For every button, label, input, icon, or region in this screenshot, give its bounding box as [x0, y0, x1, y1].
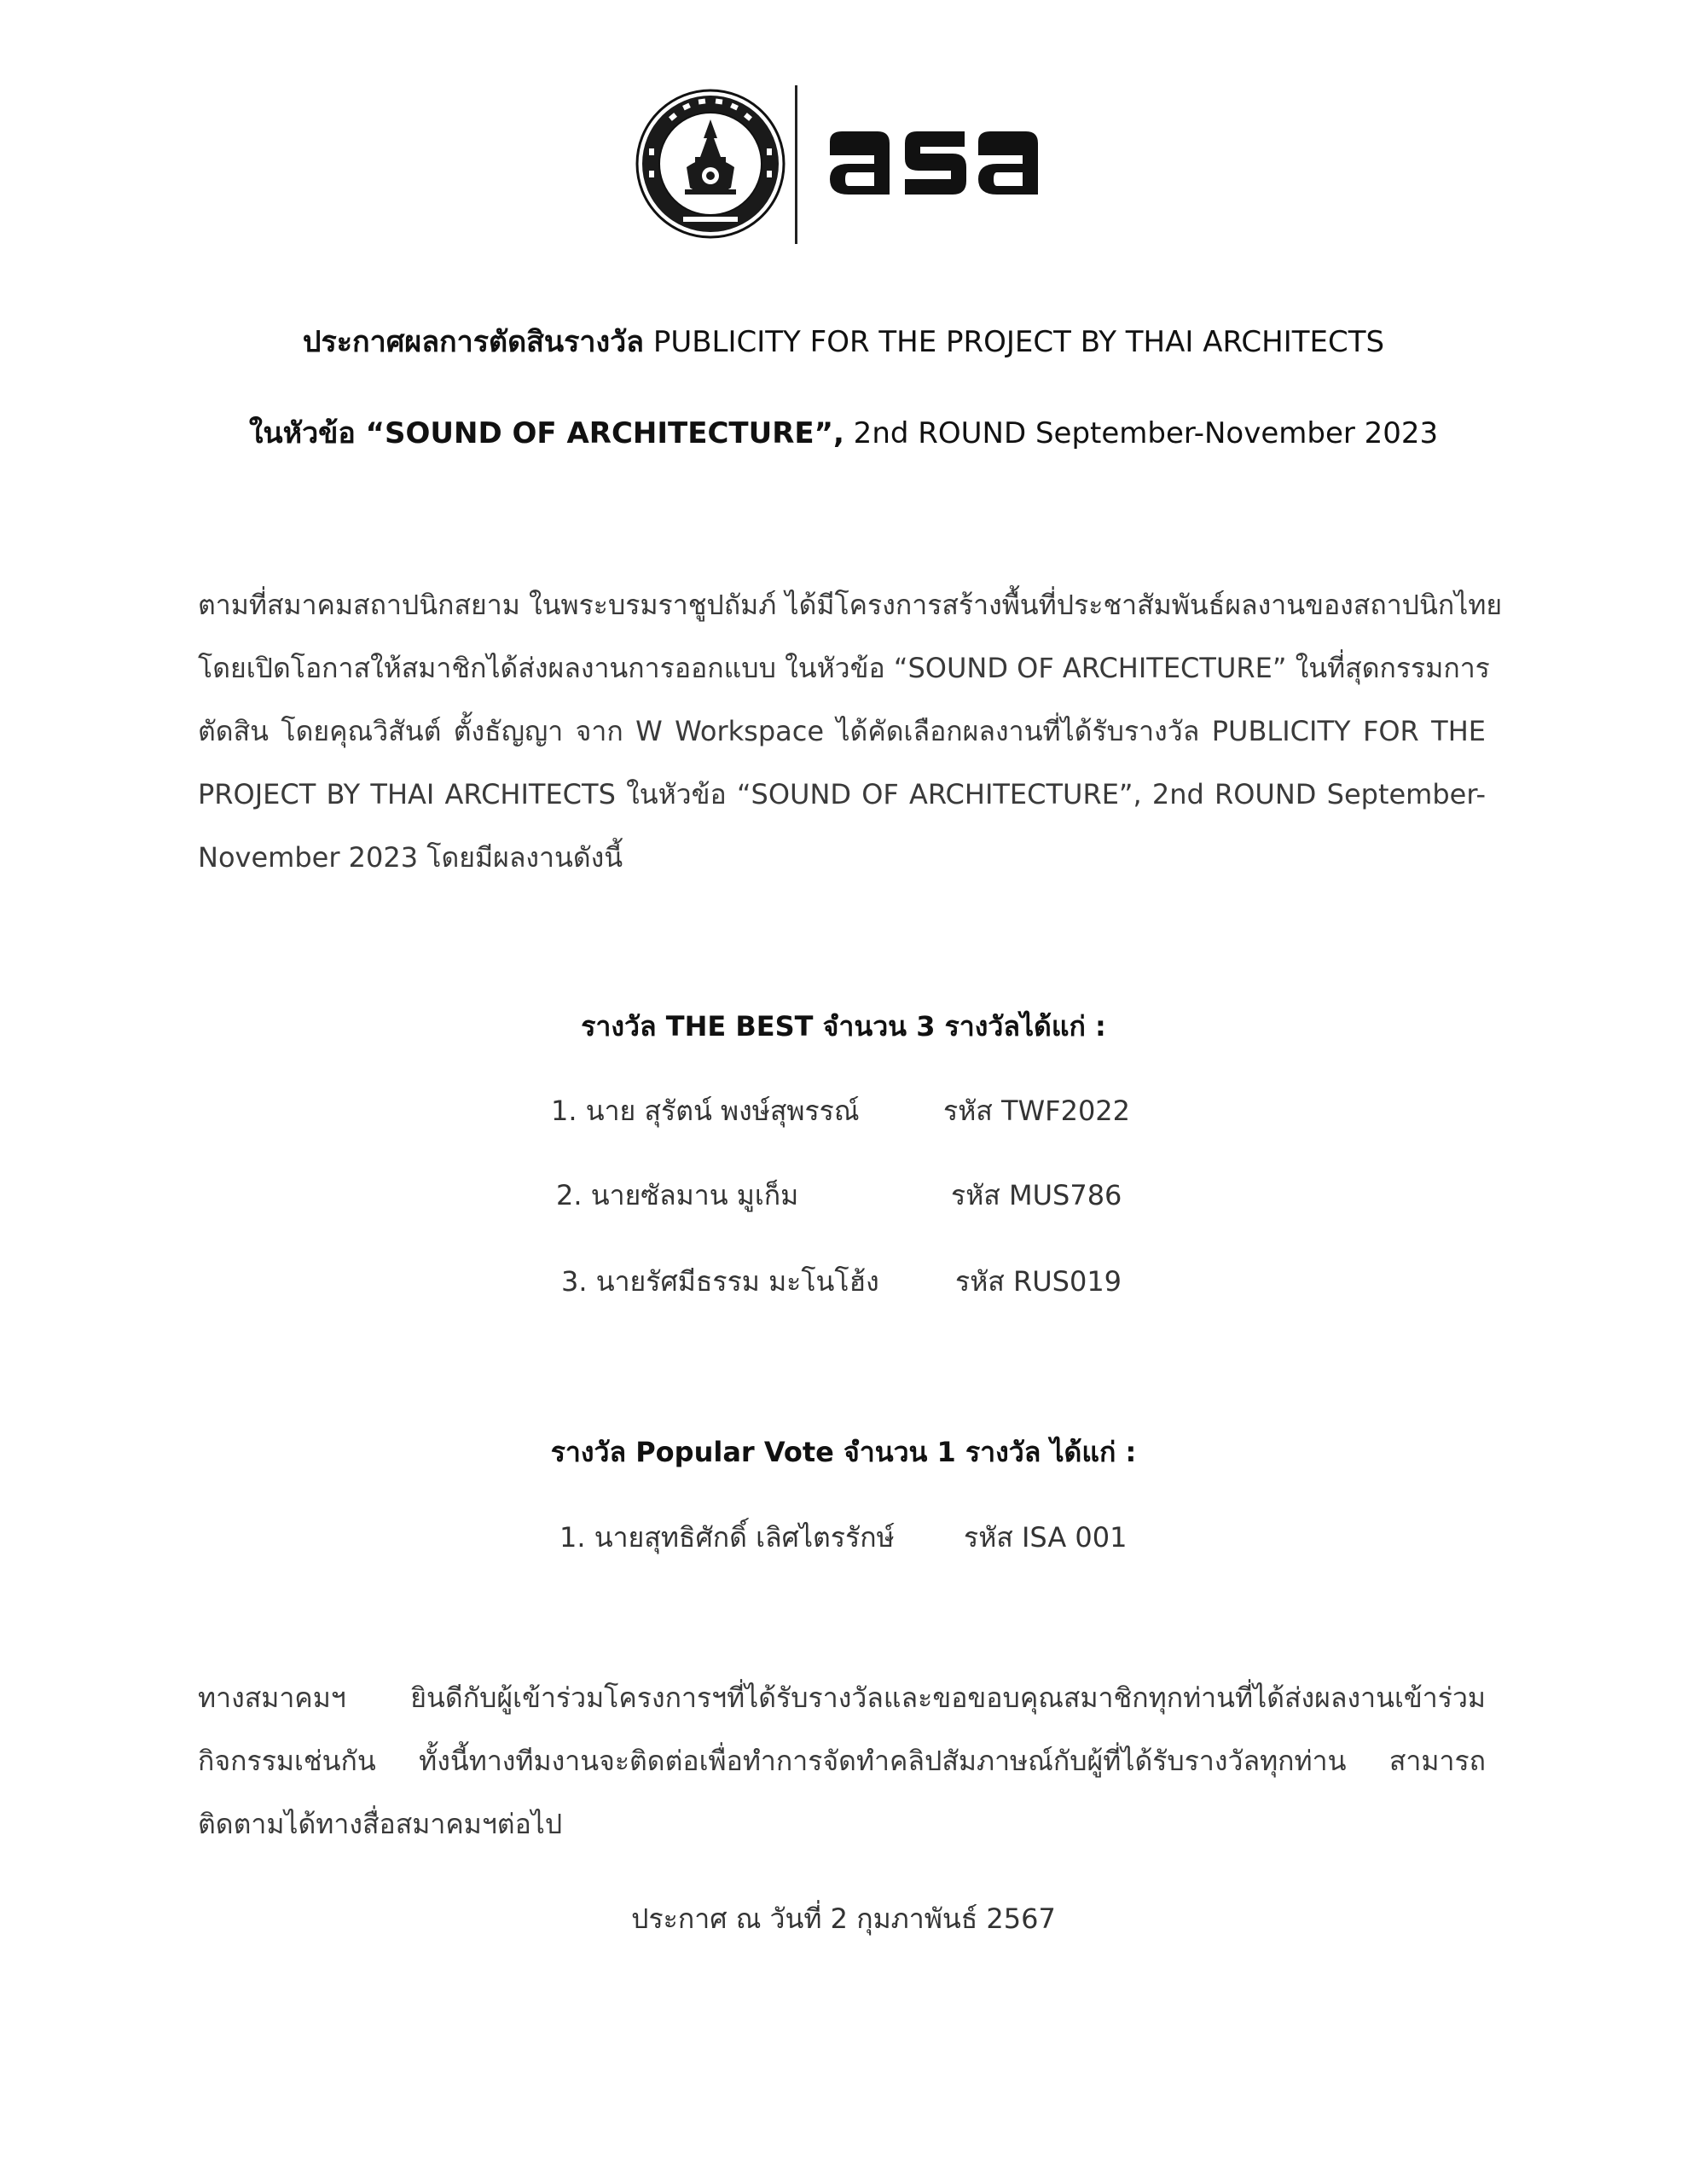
- intro-line: November 2023 โดยมีผลงานดังนี้: [198, 841, 623, 874]
- intro-line: ตัดสิน โดยคุณวิสันต์ ตั้งธัญญา จาก W Workspace ได้คัดเลือกผลงานที่ได้รับรางวัล PUBLICITY FOR THE: [198, 715, 1486, 747]
- popular-vote-heading: รางวัล Popular Vote จำนวน 1 รางวัล ได้แก่ :: [550, 1436, 1137, 1468]
- asa-logo: [825, 126, 1046, 200]
- winner-name: 2. นายซัลมาน มูเก็ม: [556, 1179, 799, 1211]
- closing-line: ทางสมาคมฯ ยินดีกับผู้เข้าร่วมโครงการฯที่ได้รับรางวัลและขอขอบคุณสมาชิกทุกท่านที่ได้ส่งผลงานเข้าร่วม: [198, 1682, 1486, 1714]
- closing-line: ติดตามได้ทางสื่อสมาคมฯต่อไป: [198, 1808, 563, 1840]
- winner-name: 1. นายสุทธิศักดิ์ เลิศไตรรักษ์: [559, 1521, 895, 1554]
- title-line2-bold: ในหัวข้อ “SOUND OF ARCHITECTURE”,: [248, 416, 844, 450]
- winner-name: 1. นาย สุรัตน์ พงษ์สุพรรณ์: [551, 1095, 860, 1127]
- header-logos: [635, 85, 1096, 247]
- intro-paragraph: [198, 573, 1503, 889]
- announcement-date: ประกาศ ณ วันที่ 2 กุมภาพันธ์ 2567: [631, 1902, 1056, 1935]
- title-line2-rest: 2nd ROUND September-November 2023: [844, 416, 1439, 450]
- title-line1-rest: PUBLICITY FOR THE PROJECT BY THAI ARCHITECTS: [644, 325, 1385, 359]
- winner-name: 3. นายรัศมีธรรม มะโนโฮ้ง: [561, 1265, 879, 1298]
- title-line1-bold: ประกาศผลการตัดสินรางวัล: [302, 325, 645, 359]
- winner-code: รหัส RUS019: [955, 1265, 1122, 1298]
- winner-code: รหัส ISA 001: [964, 1521, 1128, 1554]
- best-award-heading: รางวัล THE BEST จำนวน 3 รางวัลได้แก่ :: [581, 1010, 1106, 1043]
- closing-line: กิจกรรมเช่นกัน ทั้งนี้ทางทีมงานจะติดต่อเพื่อทำการจัดทำคลิปสัมภาษณ์กับผู้ที่ได้รับรางวัลทุกท่าน สามารถ: [198, 1745, 1486, 1777]
- intro-line: ตามที่สมาคมสถาปนิกสยาม ในพระบรมราชูปถัมภ์ ได้มีโครงการสร้างพื้นที่ประชาสัมพันธ์ผลงานของสถาปนิกไทย: [198, 589, 1503, 621]
- closing-paragraph: [198, 1666, 1486, 1856]
- announcement-title-line1: [0, 318, 1687, 364]
- seal-logo: [635, 89, 786, 239]
- winner-code: รหัส TWF2022: [943, 1095, 1131, 1127]
- intro-line: PROJECT BY THAI ARCHITECTS ในหัวข้อ “SOUND OF ARCHITECTURE”, 2nd ROUND September-: [198, 778, 1486, 810]
- intro-line: โดยเปิดโอกาสให้สมาชิกได้ส่งผลงานการออกแบบ ในหัวข้อ “SOUND OF ARCHITECTURE” ในที่สุดกรรมการ: [198, 652, 1490, 684]
- winner-code: รหัส MUS786: [951, 1179, 1122, 1211]
- logo-divider: [795, 85, 797, 244]
- announcement-title-line2: [0, 410, 1687, 456]
